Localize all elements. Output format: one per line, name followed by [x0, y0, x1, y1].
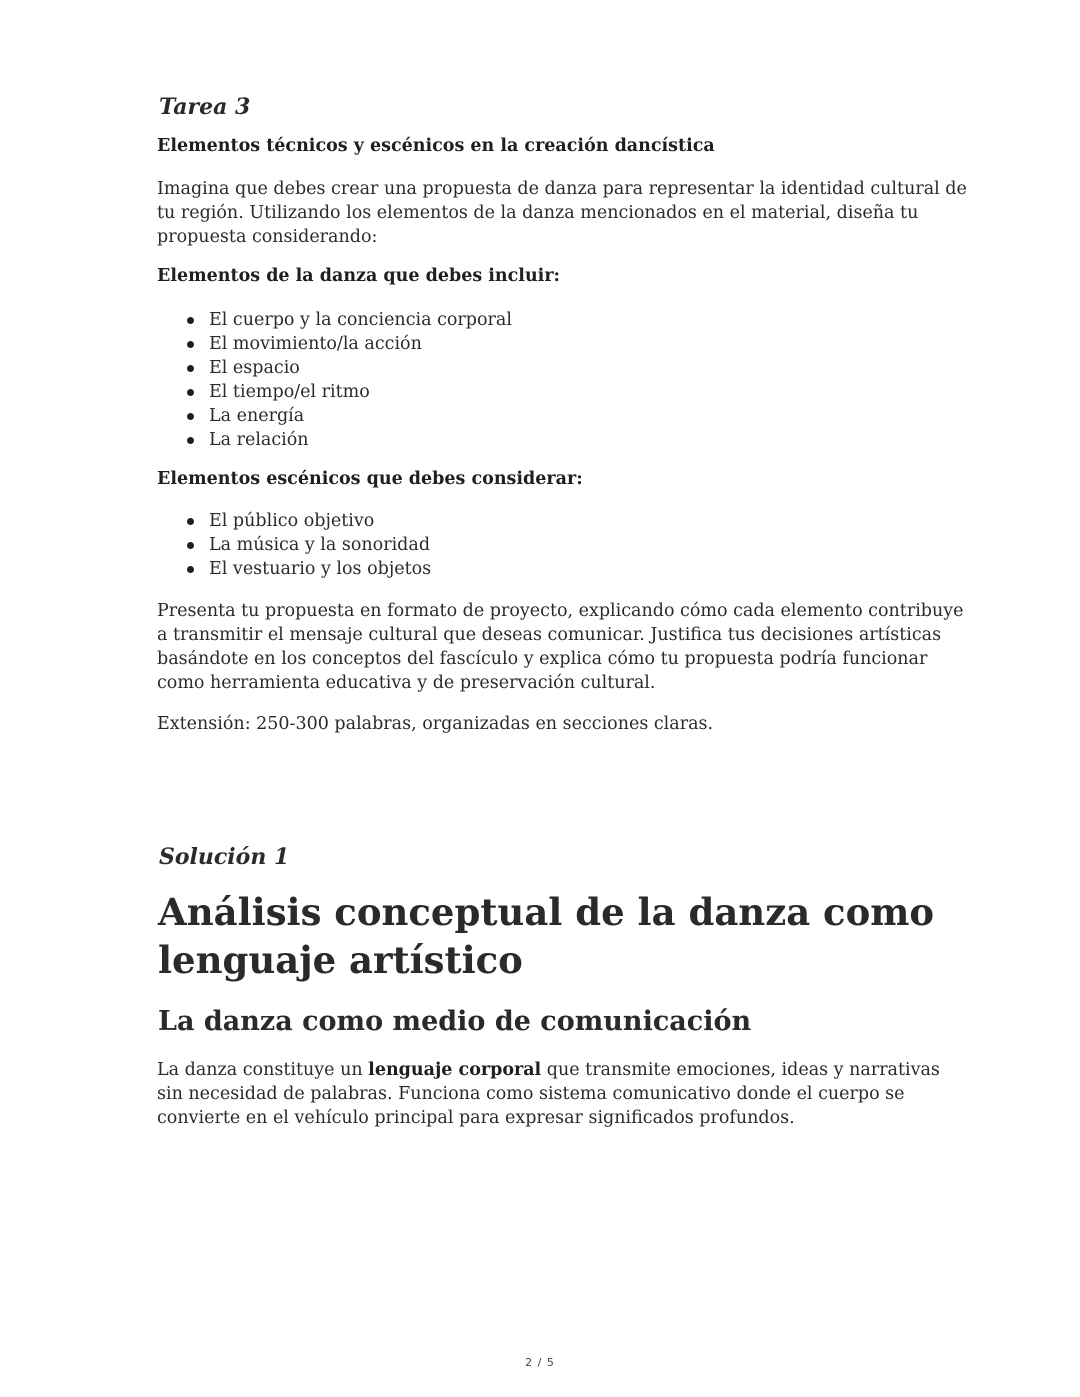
task-instructions-line: como herramienta educativa y de preservación cultural. — [157, 673, 656, 693]
list-item-text: El movimiento/la acción — [209, 334, 422, 354]
bullet-icon — [187, 341, 194, 348]
list-item — [209, 404, 512, 428]
section-title: La danza como medio de comunicación — [158, 1006, 752, 1037]
bullet-icon — [187, 542, 194, 549]
task-intro-line: Imagina que debes crear una propuesta de danza para representar la identidad cultural de — [157, 179, 967, 199]
text-run: La danza constituye un — [157, 1060, 369, 1080]
solution-paragraph — [157, 1058, 940, 1130]
bullet-icon — [187, 413, 194, 420]
list-item-text: La música y la sonoridad — [209, 535, 431, 555]
bullet-icon — [187, 437, 194, 444]
bullet-icon — [187, 365, 194, 372]
list-item — [209, 380, 512, 404]
task-instructions-line: a transmitir el mensaje cultural que deseas comunicar. Justifica tus decisiones artísticas — [157, 625, 942, 645]
dance-elements-heading: Elementos de la danza que debes incluir: — [157, 266, 561, 286]
bullet-icon — [187, 389, 194, 396]
solution-paragraph-line — [157, 1058, 940, 1082]
solution-title-line: Análisis conceptual de la danza como — [158, 890, 935, 934]
task-title: Elementos técnicos y escénicos en la creación dancística — [157, 136, 715, 156]
dance-elements-list — [209, 308, 512, 452]
list-item-text: El tiempo/el ritmo — [209, 382, 370, 402]
task-label: Tarea 3 — [159, 94, 251, 120]
bullet-icon — [187, 566, 194, 573]
task-intro — [157, 177, 967, 249]
list-item-text: El espacio — [209, 358, 300, 378]
emphasis-term: lenguaje corporal — [368, 1060, 542, 1080]
list-item-text: El cuerpo y la conciencia corporal — [209, 310, 512, 330]
solution-label: Solución 1 — [159, 844, 290, 870]
list-item — [209, 509, 431, 533]
list-item-text: La relación — [209, 430, 309, 450]
scenic-elements-list — [209, 509, 431, 581]
list-item — [209, 332, 512, 356]
page-number: 2 / 5 — [525, 1356, 555, 1369]
task-intro-line: tu región. Utilizando los elementos de la danza mencionados en el material, diseña tu — [157, 203, 919, 223]
list-item — [209, 356, 512, 380]
solution-paragraph-line: convierte en el vehículo principal para expresar significados profundos. — [157, 1108, 795, 1128]
list-item-text: La energía — [209, 406, 305, 426]
text-run: que transmite emociones, ideas y narrativas — [541, 1060, 940, 1080]
task-instructions-line: basándote en los conceptos del fascículo y explica cómo tu propuesta podría funcionar — [157, 649, 928, 669]
list-item — [209, 428, 512, 452]
list-item-text: El público objetivo — [209, 511, 375, 531]
list-item — [209, 533, 431, 557]
task-intro-line: propuesta considerando: — [157, 227, 378, 247]
list-item — [209, 557, 431, 581]
bullet-icon — [187, 317, 194, 324]
task-instructions-line: Presenta tu propuesta en formato de proyecto, explicando cómo cada elemento contribuye — [157, 601, 964, 621]
list-item-text: El vestuario y los objetos — [209, 559, 432, 579]
solution-title-line: lenguaje artístico — [158, 938, 523, 982]
task-extension: Extensión: 250-300 palabras, organizadas en secciones claras. — [157, 714, 714, 734]
task-instructions — [157, 599, 964, 695]
bullet-icon — [187, 518, 194, 525]
solution-title — [158, 888, 934, 984]
solution-paragraph-line: sin necesidad de palabras. Funciona como sistema comunicativo donde el cuerpo se — [157, 1084, 905, 1104]
scenic-elements-heading: Elementos escénicos que debes considerar: — [157, 469, 583, 489]
list-item — [209, 308, 512, 332]
